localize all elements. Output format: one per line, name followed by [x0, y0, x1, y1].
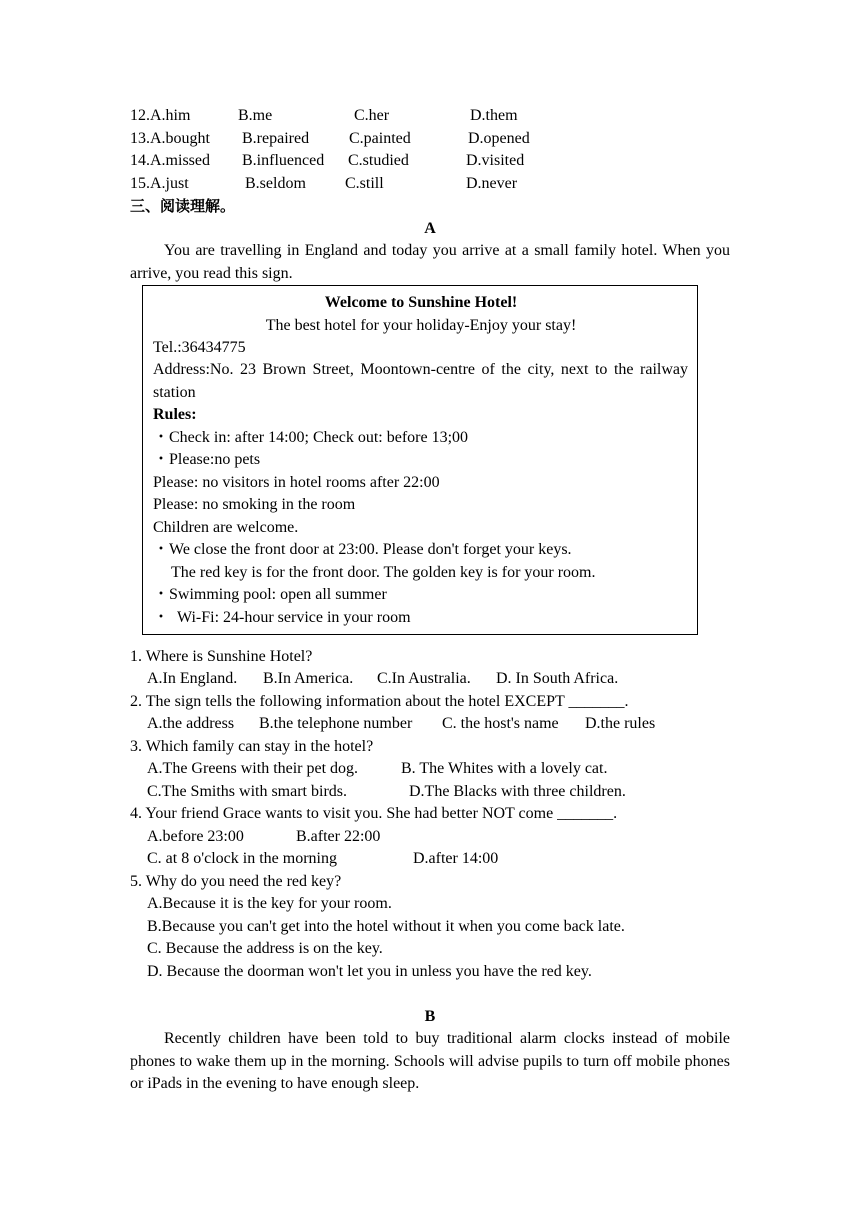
sign-rule: Please: no smoking in the room: [153, 496, 356, 513]
question-4-options-row1: [147, 826, 707, 848]
option-d: D. Because the doorman won't let you in unless you have the red key.: [147, 963, 592, 980]
option-c: C.painted: [349, 130, 411, 147]
option-d: D.visited: [466, 152, 525, 169]
question-number: 12.: [130, 107, 150, 124]
hotel-sign: [142, 285, 698, 635]
option-c: C.studied: [348, 152, 409, 169]
option-b: B. The Whites with a lovely cat.: [401, 760, 608, 777]
option-d: D.The Blacks with three children.: [409, 783, 626, 800]
option-b: B.Because you can't get into the hotel without it when you come back late.: [147, 918, 625, 935]
option-b: B.the telephone number: [259, 715, 413, 732]
option-c: C.In Australia.: [377, 670, 471, 687]
option-b: B.influenced: [242, 152, 325, 169]
passage-b-text: Recently children have been told to buy traditional alarm clocks instead of mobile phones to wake them up in the morning. Schools will advise pupils to turn off mobile phones or iPads in the evening to have enough sleep.: [130, 1030, 730, 1093]
option-d: D.opened: [468, 130, 530, 147]
option-a: A.before 23:00: [147, 828, 244, 845]
option-b: B.repaired: [242, 130, 310, 147]
question-4-options-row2: [147, 848, 707, 870]
option-b: B.after 22:00: [296, 828, 381, 845]
question-5: 5. Why do you need the red key?: [130, 873, 342, 890]
option-a: A.the address: [147, 715, 235, 732]
option-b: B.me: [238, 107, 273, 124]
option-d: D. In South Africa.: [496, 670, 619, 687]
sign-rule: ・Swimming pool: open all summer: [153, 586, 387, 603]
option-c: C.The Smiths with smart birds.: [147, 783, 347, 800]
option-d: D.after 14:00: [413, 850, 499, 867]
option-b: B.In America.: [263, 670, 354, 687]
option-a: A.just: [150, 175, 189, 192]
sign-address: Address:No. 23 Brown Street, Moontown-centre of the city, next to the railway station: [153, 361, 688, 401]
option-a: A.Because it is the key for your room.: [147, 895, 392, 912]
sign-rule: ・We close the front door at 23:00. Please don't forget your keys.: [153, 541, 572, 558]
sign-rule: Children are welcome.: [153, 519, 299, 536]
sign-rule: The red key is for the front door. The golden key is for your room.: [171, 564, 596, 581]
option-c: C. Because the address is on the key.: [147, 940, 383, 957]
question-1-options: [147, 668, 707, 690]
option-d: D.never: [466, 175, 518, 192]
sign-rule: ・ Wi-Fi: 24-hour service in your room: [153, 609, 411, 626]
question-3: 3. Which family can stay in the hotel?: [130, 738, 374, 755]
option-b: B.seldom: [245, 175, 306, 192]
option-d: D.them: [470, 107, 518, 124]
question-4: 4. Your friend Grace wants to visit you. She had better NOT come _______.: [130, 805, 618, 822]
option-c: C.still: [345, 175, 384, 192]
option-a: A.him: [150, 107, 191, 124]
option-a: A.The Greens with their pet dog.: [147, 760, 359, 777]
section-heading: 三、阅读理解。: [130, 197, 236, 215]
sign-tel: Tel.:36434775: [153, 339, 246, 356]
sign-subtitle: The best hotel for your holiday-Enjoy your stay!: [265, 317, 577, 334]
passage-b-label: B: [424, 1008, 436, 1025]
option-c: C.her: [354, 107, 390, 124]
option-a: A.In England.: [147, 670, 238, 687]
option-d: D.the rules: [585, 715, 656, 732]
question-number: 14.: [130, 152, 150, 169]
option-c: C. at 8 o'clock in the morning: [147, 850, 337, 867]
option-c: C. the host's name: [442, 715, 559, 732]
question-1: 1. Where is Sunshine Hotel?: [130, 648, 313, 665]
passage-a-intro: You are travelling in England and today you arrive at a small family hotel. When you arrive, you read this sign.: [130, 242, 730, 282]
sign-rules-label: Rules:: [153, 406, 197, 423]
sign-title: Welcome to Sunshine Hotel!: [324, 294, 518, 311]
sign-rule: ・Check in: after 14:00; Check out: before 13;00: [153, 429, 469, 446]
question-3-options-row1: [147, 758, 707, 780]
passage-a-label: A: [424, 220, 436, 237]
question-2-options: [147, 713, 707, 735]
sign-rule: Please: no visitors in hotel rooms after 22:00: [153, 474, 440, 491]
question-2: 2. The sign tells the following information about the hotel EXCEPT _______.: [130, 693, 629, 710]
option-a: A.missed: [150, 152, 210, 169]
question-3-options-row2: [147, 781, 707, 803]
question-number: 15.: [130, 175, 150, 192]
option-a: A.bought: [150, 130, 210, 147]
question-number: 13.: [130, 130, 150, 147]
sign-rule: ・Please:no pets: [153, 451, 261, 468]
